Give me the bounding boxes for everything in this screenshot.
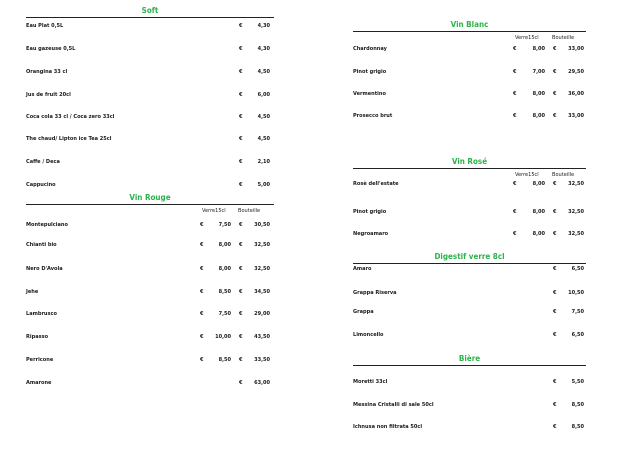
currency-symbol: € — [553, 90, 557, 97]
menu-row — [26, 311, 274, 319]
vin-blanc-bottle-header: Bouteille — [552, 35, 575, 41]
glass-price: 8,00 — [218, 241, 231, 248]
item-price: 4,30 — [257, 45, 270, 52]
item-name: Chardonnay — [353, 45, 387, 52]
currency-symbol: € — [553, 230, 557, 237]
menu-row — [26, 69, 274, 77]
currency-symbol: € — [553, 265, 557, 272]
menu-row — [353, 69, 586, 77]
item-price: 7,50 — [571, 308, 584, 315]
bottle-price: 34,50 — [254, 288, 270, 295]
currency-symbol: € — [239, 22, 243, 29]
menu-row — [26, 182, 274, 190]
item-price: 5,00 — [257, 181, 270, 188]
glass-price: 8,00 — [532, 90, 545, 97]
item-name: Ichnusa non filtrata 50cl — [353, 423, 423, 430]
menu-row — [353, 113, 586, 121]
currency-symbol: € — [239, 113, 243, 120]
currency-symbol: € — [200, 356, 204, 363]
currency-symbol: € — [513, 45, 517, 52]
menu-row — [353, 266, 586, 274]
bottle-price: 29,50 — [568, 68, 584, 75]
menu-row — [26, 266, 274, 274]
menu-row — [353, 332, 586, 340]
item-name: Limoncello — [353, 331, 384, 338]
item-price: 10,50 — [568, 289, 584, 296]
vin-rose-bottle-header: Bouteille — [552, 172, 575, 178]
vin-rouge-rule — [26, 204, 274, 205]
menu-row — [353, 46, 586, 54]
currency-symbol: € — [200, 333, 204, 340]
item-name: Nero D'Avola — [26, 265, 63, 272]
item-name: Grappa Riserva — [353, 289, 397, 296]
currency-symbol: € — [239, 135, 243, 142]
item-name: Jehe — [26, 288, 39, 295]
bottle-price: 29,00 — [254, 310, 270, 317]
item-price: 6,50 — [571, 331, 584, 338]
bottle-price: 30,50 — [254, 221, 270, 228]
menu-row — [26, 114, 274, 122]
currency-symbol: € — [239, 45, 243, 52]
menu-row — [26, 46, 274, 54]
glass-price: 8,00 — [532, 230, 545, 237]
currency-symbol: € — [239, 288, 243, 295]
currency-symbol: € — [200, 241, 204, 248]
currency-symbol: € — [239, 379, 243, 386]
glass-price: 8,00 — [532, 45, 545, 52]
glass-price: 7,50 — [218, 310, 231, 317]
bottle-price: 36,00 — [568, 90, 584, 97]
item-price: 6,00 — [257, 91, 270, 98]
item-price: 4,30 — [257, 22, 270, 29]
digestif-title: Digestif verre 8cl — [434, 252, 505, 261]
item-name: Prosecco brut — [353, 112, 393, 119]
bottle-price: 32,50 — [254, 241, 270, 248]
glass-price: 10,00 — [215, 333, 231, 340]
currency-symbol: € — [200, 310, 204, 317]
currency-symbol: € — [239, 333, 243, 340]
vin-rose-glass-header: Verre15cl — [515, 172, 539, 178]
item-name: Eau Plat 0,5L — [26, 22, 64, 29]
menu-row — [26, 289, 274, 297]
menu-row — [26, 222, 274, 230]
menu-row — [353, 379, 586, 387]
currency-symbol: € — [553, 208, 557, 215]
menu-row — [353, 209, 586, 217]
glass-price: 8,00 — [532, 208, 545, 215]
bottle-price: 43,50 — [254, 333, 270, 340]
bottle-price: 32,50 — [568, 208, 584, 215]
currency-symbol: € — [553, 378, 557, 385]
item-name: The chaud/ Lipton ice Tea 25cl — [26, 135, 112, 142]
menu-row — [26, 242, 274, 250]
item-price: 5,50 — [571, 378, 584, 385]
currency-symbol: € — [553, 289, 557, 296]
item-price: 6,50 — [571, 265, 584, 272]
vin-blanc-glass-header: Verre15cl — [515, 35, 539, 41]
currency-symbol: € — [239, 221, 243, 228]
currency-symbol: € — [200, 288, 204, 295]
bottle-price: 32,50 — [568, 180, 584, 187]
item-name: Messina Cristalli di sale 50cl — [353, 401, 434, 408]
glass-price: 8,00 — [532, 180, 545, 187]
currency-symbol: € — [553, 423, 557, 430]
glass-price: 8,00 — [532, 112, 545, 119]
bottle-price: 32,50 — [254, 265, 270, 272]
menu-row — [353, 91, 586, 99]
menu-row — [26, 136, 274, 144]
vin-blanc-rule — [353, 31, 586, 32]
currency-symbol: € — [553, 112, 557, 119]
currency-symbol: € — [513, 208, 517, 215]
item-name: Negroamaro — [353, 230, 389, 237]
item-price: 4,50 — [257, 135, 270, 142]
currency-symbol: € — [553, 68, 557, 75]
item-name: Grappa — [353, 308, 374, 315]
item-name: Jus de fruit 20cl — [26, 91, 71, 98]
currency-symbol: € — [553, 401, 557, 408]
biere-rule — [353, 365, 586, 366]
currency-symbol: € — [200, 221, 204, 228]
currency-symbol: € — [239, 356, 243, 363]
digestif-rule — [353, 263, 586, 264]
item-name: Orangina 33 cl — [26, 68, 68, 75]
vin-rouge-glass-header: Verre15cl — [202, 208, 226, 214]
item-price: 4,50 — [257, 113, 270, 120]
currency-symbol: € — [239, 181, 243, 188]
biere-title: Bière — [458, 354, 481, 363]
currency-symbol: € — [553, 331, 557, 338]
bottle-price: 63,00 — [254, 379, 270, 386]
item-price: 8,50 — [571, 423, 584, 430]
glass-price: 7,50 — [218, 221, 231, 228]
item-name: Rosè dell'estate — [353, 180, 399, 187]
currency-symbol: € — [239, 265, 243, 272]
menu-row — [26, 334, 274, 342]
currency-symbol: € — [239, 68, 243, 75]
item-name: Pinot grigio — [353, 68, 387, 75]
glass-price: 8,50 — [218, 288, 231, 295]
currency-symbol: € — [553, 45, 557, 52]
currency-symbol: € — [239, 310, 243, 317]
item-name: Amarone — [26, 379, 52, 386]
vin-rose-title: Vin Rosé — [451, 157, 488, 166]
vin-rose-rule — [353, 168, 586, 169]
item-name: Perricone — [26, 356, 54, 363]
menu-row — [26, 92, 274, 100]
currency-symbol: € — [513, 68, 517, 75]
currency-symbol: € — [553, 180, 557, 187]
glass-price: 8,00 — [218, 265, 231, 272]
vin-rouge-bottle-header: Bouteille — [238, 208, 261, 214]
item-price: 2,10 — [257, 158, 270, 165]
item-name: Caffe / Deca — [26, 158, 60, 165]
item-name: Vermentino — [353, 90, 386, 97]
soft-title: Soft — [141, 6, 159, 15]
item-name: Chianti bio — [26, 241, 57, 248]
item-name: Lambrusco — [26, 310, 57, 317]
glass-price: 7,00 — [532, 68, 545, 75]
menu-row — [353, 290, 586, 298]
menu-row — [26, 23, 274, 31]
item-name: Moretti 33cl — [353, 378, 388, 385]
menu-row — [26, 159, 274, 167]
item-name: Montepulciano — [26, 221, 68, 228]
currency-symbol: € — [513, 112, 517, 119]
item-price: 4,50 — [257, 68, 270, 75]
currency-symbol: € — [513, 90, 517, 97]
currency-symbol: € — [513, 180, 517, 187]
item-name: Coca cola 33 cl / Coca zero 33cl — [26, 113, 115, 120]
menu-row — [26, 357, 274, 365]
bottle-price: 33,00 — [568, 112, 584, 119]
menu-row — [353, 231, 586, 239]
glass-price: 8,50 — [218, 356, 231, 363]
item-name: Pinot grigio — [353, 208, 387, 215]
bottle-price: 32,50 — [568, 230, 584, 237]
item-price: 8,50 — [571, 401, 584, 408]
item-name: Ripasso — [26, 333, 49, 340]
bottle-price: 33,00 — [568, 45, 584, 52]
soft-rule — [26, 17, 274, 18]
currency-symbol: € — [239, 241, 243, 248]
menu-row — [353, 181, 586, 189]
menu-row — [353, 402, 586, 410]
vin-rouge-title: Vin Rouge — [129, 193, 171, 202]
item-name: Eau gazeuse 0,5L — [26, 45, 76, 52]
currency-symbol: € — [513, 230, 517, 237]
currency-symbol: € — [200, 265, 204, 272]
item-name: Amaro — [353, 265, 372, 272]
menu-row — [26, 380, 274, 388]
vin-blanc-title: Vin Blanc — [450, 20, 489, 29]
item-name: Cappucino — [26, 181, 56, 188]
menu-row — [353, 424, 586, 432]
bottle-price: 33,50 — [254, 356, 270, 363]
currency-symbol: € — [239, 91, 243, 98]
menu-row — [353, 309, 586, 317]
currency-symbol: € — [553, 308, 557, 315]
currency-symbol: € — [239, 158, 243, 165]
